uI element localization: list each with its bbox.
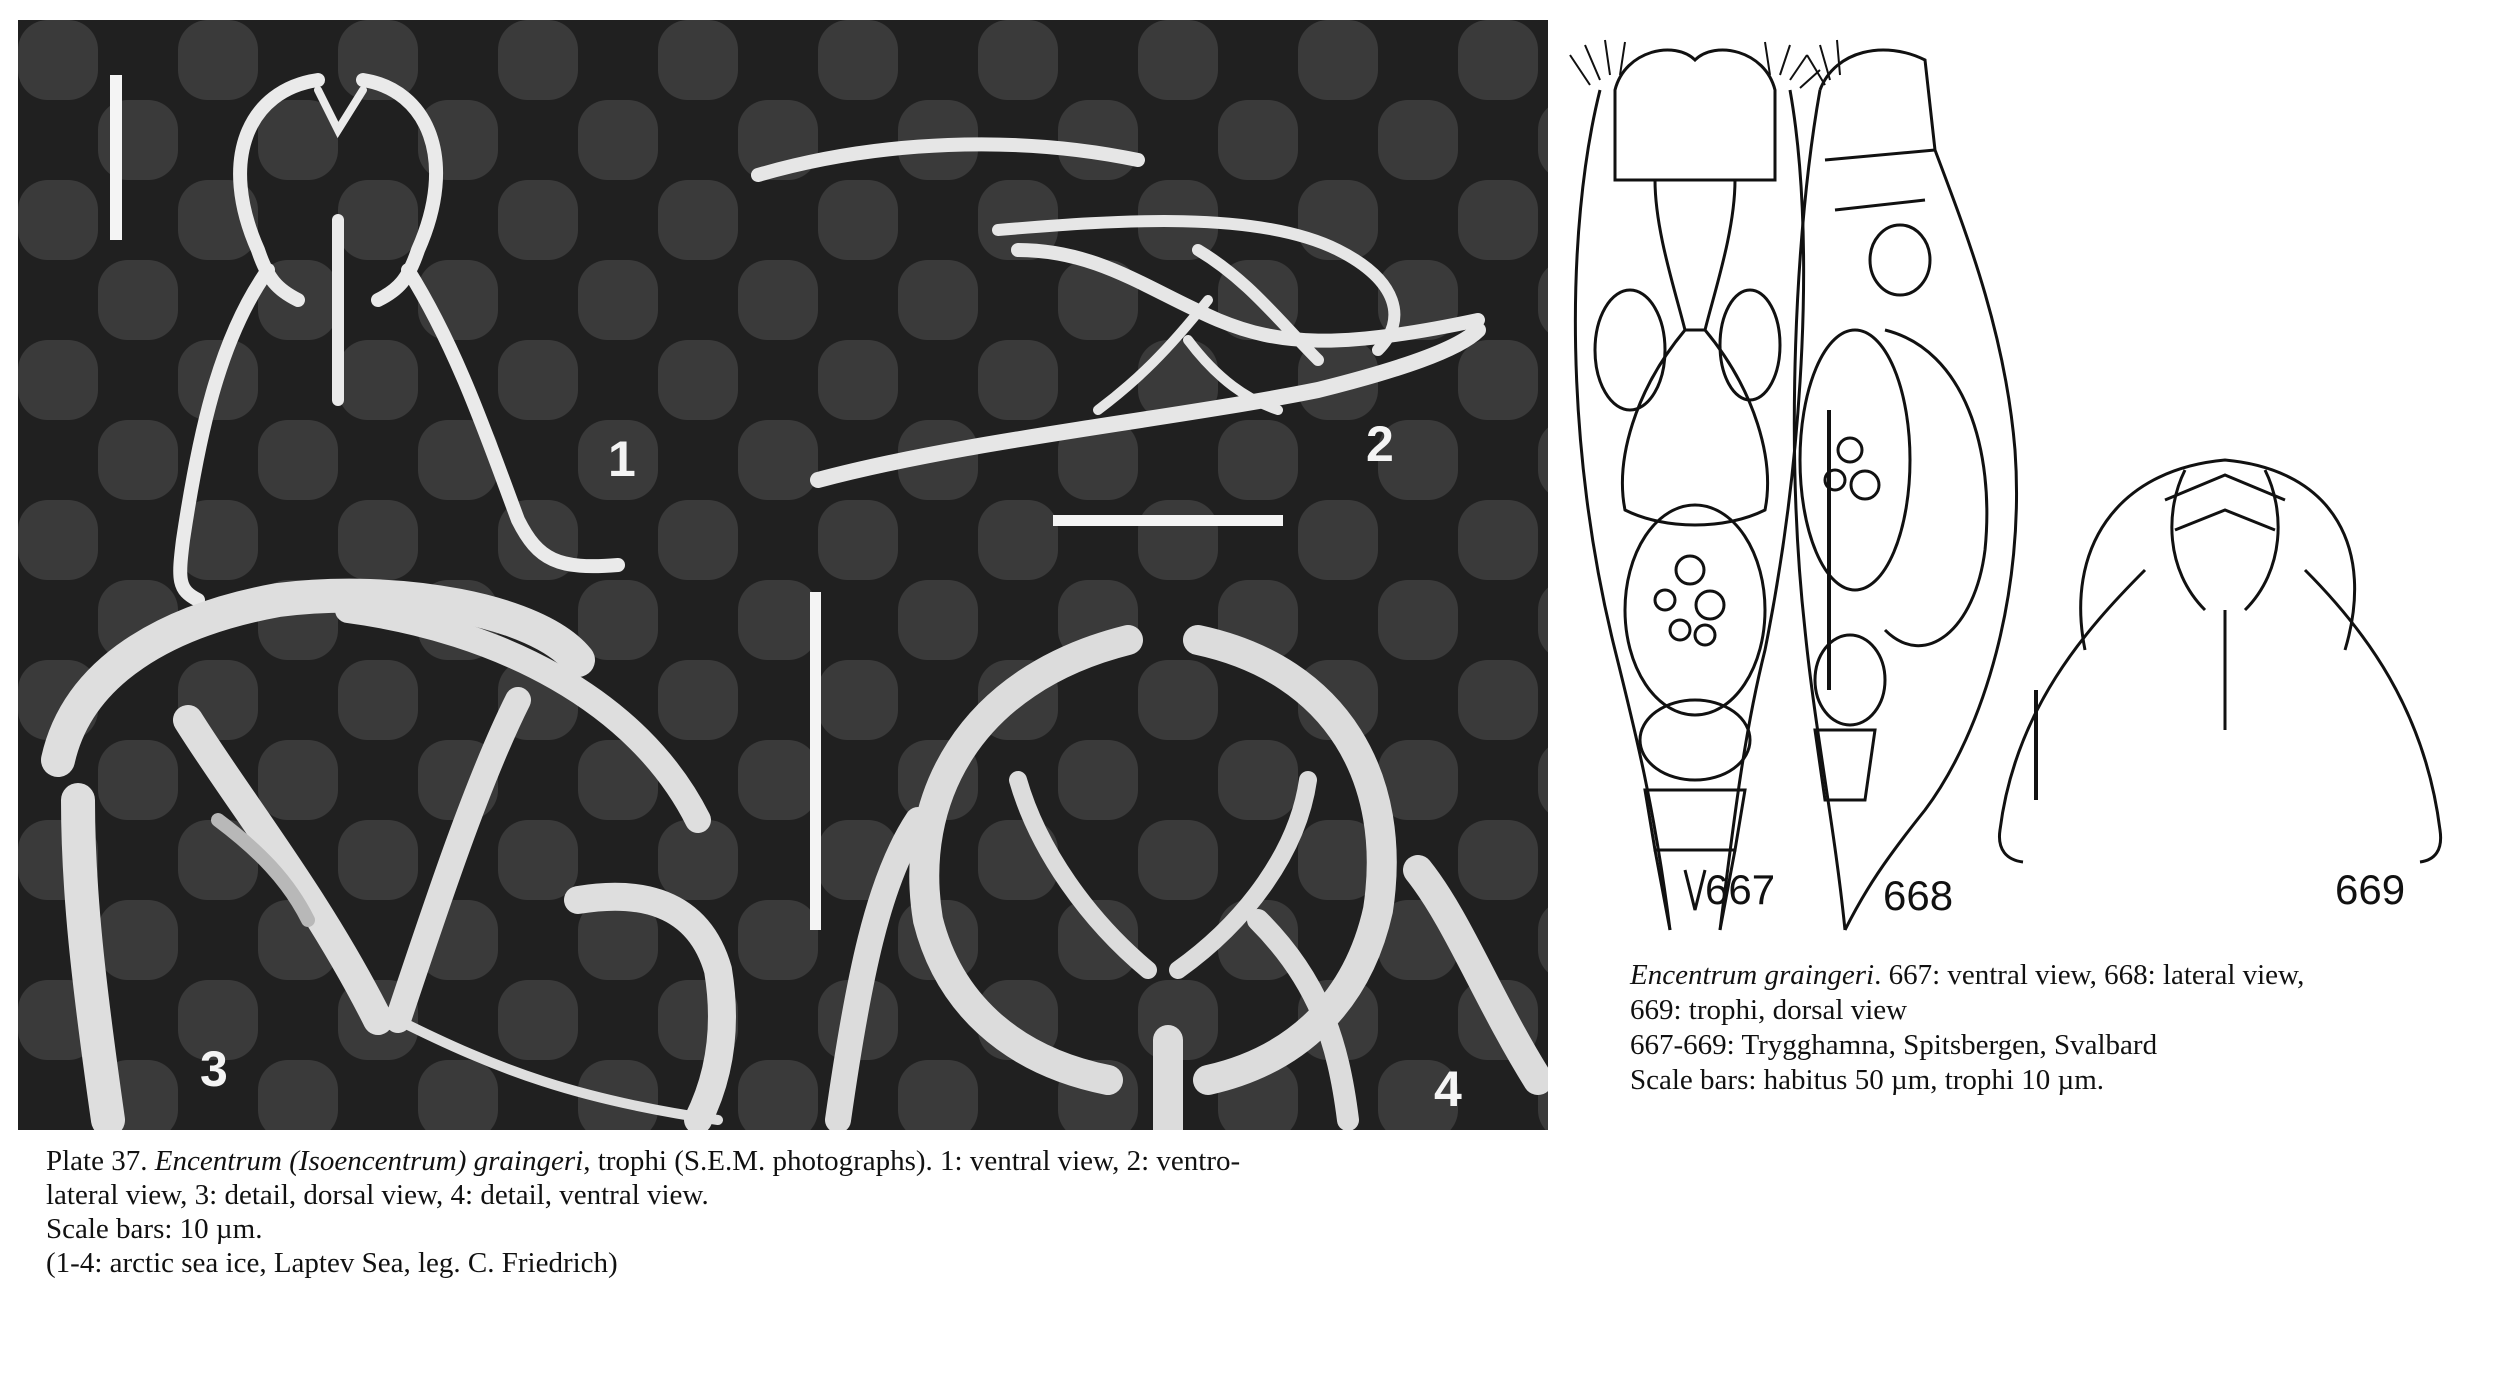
caption-right-line-3: 667-669: Trygghamna, Spitsbergen, Svalbard	[1630, 1029, 2158, 1061]
caption-left-line-1-rest: , trophi (S.E.M. photographs). 1: ventral view, 2: ventro-	[583, 1145, 1241, 1177]
panel-label-2: 2	[1366, 416, 1394, 472]
caption-left-line-3: Scale bars: 10 µm.	[46, 1213, 263, 1245]
fig-label-668: 668	[1883, 872, 1954, 919]
panel-label-3: 3	[200, 1041, 228, 1097]
panel-label-4: 4	[1434, 1061, 1462, 1117]
scale-bar-2	[1053, 515, 1283, 526]
caption-right-line-2: 669: trophi, dorsal view	[1630, 994, 1908, 1026]
line-drawings	[1545, 30, 2495, 950]
caption-left-line-2: lateral view, 3: detail, dorsal view, 4: detail, ventral view.	[46, 1179, 709, 1211]
fig-label-667: 667	[1705, 866, 1776, 913]
caption-left-line-1	[46, 1144, 1566, 1178]
scale-bar-1	[110, 75, 122, 240]
fig-667-cilia	[1570, 40, 1820, 88]
plate-label: Plate 37.	[46, 1145, 148, 1177]
scale-bar-3-4	[810, 592, 821, 930]
caption-plate-37	[46, 1144, 1566, 1280]
habitus-and-trophi-drawings	[1545, 30, 2495, 950]
fig-label-669: 669	[2335, 866, 2406, 913]
taxon-name-right: Encentrum graingeri	[1630, 959, 1875, 991]
fig-667-ventral-habitus	[1575, 50, 1803, 930]
taxon-name: Encentrum (Isoencentrum) graingeri	[154, 1145, 584, 1177]
fig-669-trophi	[1999, 460, 2440, 862]
caption-right-line-1	[1630, 958, 2480, 993]
panel-label-1: 1	[608, 431, 636, 487]
scale-bar-habitus	[1827, 410, 1831, 690]
caption-left-line-4: (1-4: arctic sea ice, Laptev Sea, leg. C. Friedrich)	[46, 1247, 618, 1279]
caption-right-line-4: Scale bars: habitus 50 µm, trophi 10 µm.	[1630, 1064, 2104, 1096]
caption-figs-667-669	[1630, 958, 2480, 1098]
caption-right-line-1-rest: . 667: ventral view, 668: lateral view,	[1874, 959, 2305, 991]
sem-plate	[18, 20, 1548, 1130]
scale-bar-trophi	[2034, 690, 2038, 800]
sem-photographs	[18, 20, 1548, 1130]
